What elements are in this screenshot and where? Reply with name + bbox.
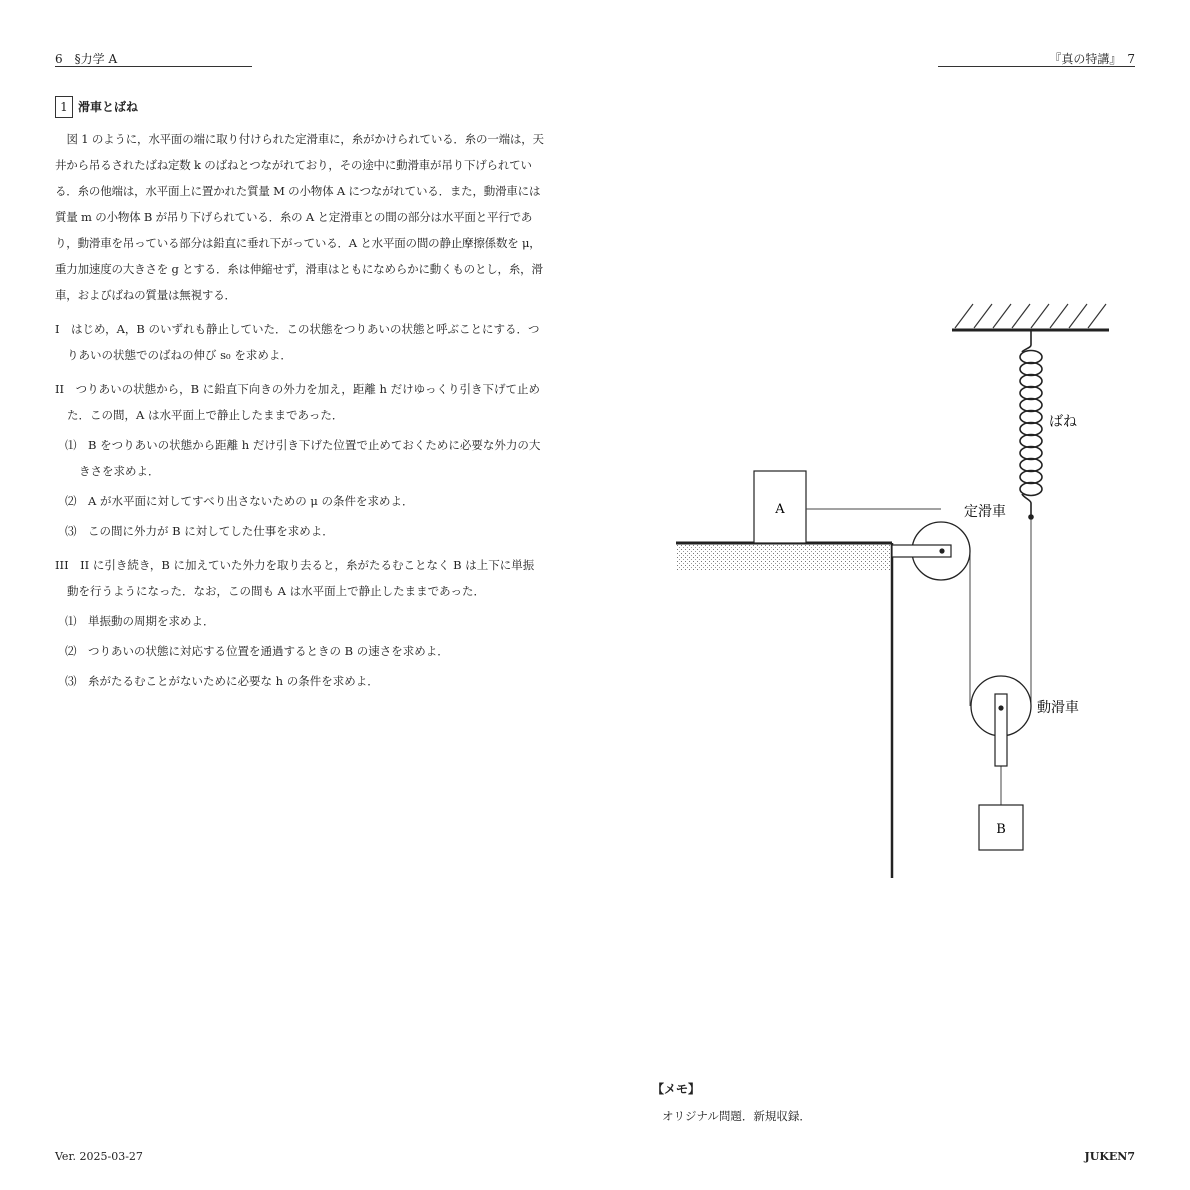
question-3-1: ⑴ 単振動の周期を求めよ． [65,614,215,628]
problem-number-box: 1 [55,96,73,118]
problem-intro: 図 1 のように，水平面の端に取り付けられた定滑車に，糸がかけられている．糸の一端は，天井から吊るされたばね定数 k のばねとつながれており，その途中に動滑車が吊り下げられている．糸の他端は，水平面上に置かれた質量 M の小物体 A につながれている．また，動滑車には質量 m の小物体 B が吊り下げられている．糸の A と定滑車との間の部分は水平面と平行であり，動滑車を吊っている部分は鉛直に垂れ下がっている．A と水平面の間の静止摩擦係数を μ，重力加速度の大きさを g とする．糸は伸縮せず，滑車はともになめらかに動くものとし，糸，滑車，およびばねの質量は無視する． [55,132,544,302]
spring-joint-dot [1028,514,1034,520]
block-a-label: A [775,502,785,517]
fixed-pulley-axle [939,548,944,553]
block-b-label: B [996,822,1006,837]
moving-pulley-holder [995,694,1007,766]
memo-heading: 【メモ】 [652,1082,701,1096]
running-header-left: 6 §力学 A [55,52,118,66]
question-2-3: ⑶ この間に外力が B に対してした仕事を求めよ． [65,524,334,538]
question-3-3: ⑶ 糸がたるむことがないために必要な h の条件を求めよ． [65,674,379,688]
ceiling [952,304,1109,330]
fixed-pulley-label: 定滑車 [964,504,1006,520]
table-hatching [676,543,892,570]
question-1: I はじめ，A，B のいずれも静止していた．この状態をつりあいの状態と呼ぶことにする．つりあいの状態でのばねの伸び s₀ を求めよ． [55,322,540,362]
problem-title-text: 滑車とばね [78,100,139,114]
memo-text: オリジナル問題．新規収録． [662,1109,811,1123]
question-3-2: ⑵ つりあいの状態に対応する位置を通過するときの B の速さを求めよ． [65,644,449,658]
spring-label: ばね [1049,414,1077,430]
question-2-2: ⑵ A が水平面に対してすべり出さないための μ の条件を求めよ． [65,494,414,508]
version-footer: Ver. 2025-03-27 [55,1150,143,1163]
question-2: II つりあいの状態から，B に鉛直下向きの外力を加え，距離 h だけゆっくり引き下げて止めた．この間，A は水平面上で静止したままであった． [55,382,540,422]
brand-footer: JUKEN7 [1084,1150,1135,1163]
running-header-right: 『真の特講』 7 [1049,52,1135,66]
question-2-1: ⑴ B をつりあいの状態から距離 h だけ引き下げた位置で止めておくために必要な外力の大きさを求めよ． [65,438,541,478]
question-3: III II に引き続き，B に加えていた外力を取り去ると，糸がたるむことなく B は上下に単振動を行うようになった．なお，この間も A は水平面上で静止したままであった． [55,558,535,598]
moving-pulley-label: 動滑車 [1037,700,1079,716]
moving-pulley-axle [998,705,1003,710]
spring [1020,331,1042,515]
